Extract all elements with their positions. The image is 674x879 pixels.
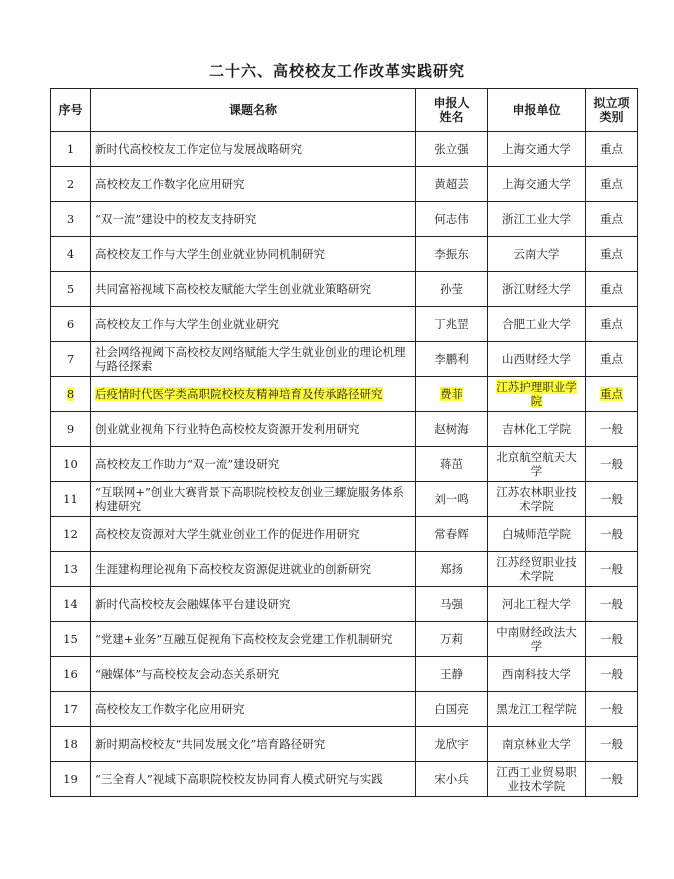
row-number-text: 7 [66, 352, 75, 366]
table-row [51, 692, 638, 727]
row-unit [488, 412, 586, 447]
row-unit-text: 山西财经大学 [502, 352, 571, 366]
row-topic [91, 342, 416, 377]
row-topic [91, 202, 416, 237]
row-applicant-text: 蒋茁 [440, 457, 463, 471]
table-row [51, 412, 638, 447]
row-number [51, 447, 91, 482]
row-category [586, 657, 638, 692]
row-applicant-text: 张立强 [434, 142, 469, 156]
row-applicant-text: 费菲 [440, 387, 463, 401]
row-applicant-text: 赵树海 [434, 422, 469, 436]
row-number-text: 1 [66, 142, 75, 156]
row-topic-text: 新时代高校校友工作定位与发展战略研究 [95, 142, 302, 156]
row-category-text: 重点 [600, 247, 623, 261]
row-category-text: 一般 [600, 667, 623, 681]
row-applicant [416, 482, 488, 517]
row-topic-text: 高校校友工作与大学生创业就业协同机制研究 [95, 247, 325, 261]
row-applicant-text: 马强 [440, 597, 463, 611]
row-number [51, 622, 91, 657]
row-unit-text: 河北工程大学 [502, 597, 571, 611]
row-topic [91, 727, 416, 762]
row-topic-text: 高校校友工作数字化应用研究 [95, 177, 245, 191]
row-unit-text: 浙江财经大学 [502, 282, 571, 296]
row-number-text: 3 [66, 212, 75, 226]
row-number [51, 657, 91, 692]
row-topic-text: 新时期高校校友“共同发展文化”培育路径研究 [95, 737, 326, 751]
row-applicant [416, 132, 488, 167]
row-applicant-text: 郑扬 [440, 562, 463, 576]
row-topic-text: 新时代高校校友会融媒体平台建设研究 [95, 597, 291, 611]
row-topic-text: 生涯建构理论视角下高校校友资源促进就业的创新研究 [95, 562, 371, 576]
row-number [51, 412, 91, 447]
table-row [51, 727, 638, 762]
row-applicant [416, 447, 488, 482]
row-category [586, 202, 638, 237]
row-unit-text: 南京林业大学 [502, 737, 571, 751]
row-topic-text: 共同富裕视域下高校校友赋能大学生创业就业策略研究 [95, 282, 371, 296]
header-unit: 申报单位 [488, 89, 586, 132]
row-topic-text: 高校校友工作数字化应用研究 [95, 702, 245, 716]
row-unit [488, 552, 586, 587]
row-number-text: 17 [63, 702, 78, 716]
row-applicant [416, 167, 488, 202]
table-row [51, 482, 638, 517]
row-topic-text: 创业就业视角下行业特色高校校友资源开发利用研究 [95, 422, 360, 436]
row-topic [91, 587, 416, 622]
row-unit [488, 167, 586, 202]
row-applicant-text: 丁兆罡 [434, 317, 469, 331]
row-number [51, 342, 91, 377]
row-topic-text: “三全育人”视域下高职院校校友协同育人模式研究与实践 [95, 772, 383, 786]
row-category-text: 一般 [600, 527, 623, 541]
table-row [51, 307, 638, 342]
row-applicant [416, 342, 488, 377]
row-category [586, 622, 638, 657]
row-applicant [416, 272, 488, 307]
row-category [586, 412, 638, 447]
table-row [51, 552, 638, 587]
row-applicant [416, 622, 488, 657]
row-number [51, 307, 91, 342]
row-category-text: 重点 [600, 352, 623, 366]
row-category [586, 552, 638, 587]
row-number [51, 377, 91, 412]
table-body [51, 132, 638, 797]
row-category-text: 重点 [600, 282, 623, 296]
row-applicant [416, 412, 488, 447]
row-topic-text: “融媒体”与高校校友会动态关系研究 [95, 667, 280, 681]
row-topic [91, 762, 416, 797]
row-applicant-text: 李鹏利 [434, 352, 469, 366]
row-unit [488, 622, 586, 657]
row-applicant [416, 307, 488, 342]
row-category-text: 一般 [600, 457, 623, 471]
row-number-text: 13 [63, 562, 78, 576]
row-number-text: 14 [63, 597, 78, 611]
row-applicant-text: 白国亮 [434, 702, 469, 716]
table-row [51, 132, 638, 167]
row-category [586, 132, 638, 167]
row-category [586, 482, 638, 517]
row-applicant-text: 常春辉 [434, 527, 469, 541]
row-topic [91, 517, 416, 552]
row-number-text: 9 [66, 422, 75, 436]
table-row [51, 237, 638, 272]
row-unit-text: 浙江工业大学 [502, 212, 571, 226]
row-category [586, 762, 638, 797]
row-applicant [416, 202, 488, 237]
page-title: 二十六、高校校友工作改革实践研究 [208, 62, 465, 80]
row-number-text: 16 [63, 667, 78, 681]
row-number-text: 19 [63, 772, 78, 786]
row-applicant-text: 何志伟 [434, 212, 469, 226]
row-unit-text: 白城师范学院 [502, 527, 571, 541]
row-applicant [416, 727, 488, 762]
row-applicant-text: 刘一鸣 [434, 492, 469, 506]
row-topic-text: “双一流”建设中的校友支持研究 [95, 212, 257, 226]
row-category-text: 一般 [600, 702, 623, 716]
row-number [51, 552, 91, 587]
row-number-text: 8 [66, 387, 75, 401]
row-unit [488, 237, 586, 272]
row-number [51, 237, 91, 272]
header-applicant: 申报人 姓名 [416, 89, 488, 132]
row-topic-text: “党建+业务”互融互促视角下高校校友会党建工作机制研究 [95, 632, 393, 646]
row-number-text: 10 [63, 457, 78, 471]
row-number-text: 11 [63, 492, 78, 506]
row-unit [488, 657, 586, 692]
row-topic [91, 692, 416, 727]
row-applicant [416, 237, 488, 272]
row-unit-text: 西南科技大学 [502, 667, 571, 681]
row-category [586, 727, 638, 762]
row-topic [91, 657, 416, 692]
row-number-text: 6 [66, 317, 75, 331]
row-unit [488, 132, 586, 167]
row-category-text: 重点 [600, 387, 623, 401]
row-number [51, 517, 91, 552]
row-category [586, 517, 638, 552]
row-topic [91, 552, 416, 587]
row-category [586, 272, 638, 307]
header-no: 序号 [51, 89, 91, 132]
row-applicant-text: 王静 [440, 667, 463, 681]
row-topic-text: “互联网+”创业大赛背景下高职院校校友创业三螺旋服务体系构建研究 [95, 485, 404, 513]
row-topic [91, 482, 416, 517]
table-row [51, 167, 638, 202]
row-applicant [416, 377, 488, 412]
row-category [586, 167, 638, 202]
header-topic: 课题名称 [91, 89, 416, 132]
row-category [586, 447, 638, 482]
row-category-text: 重点 [600, 177, 623, 191]
row-topic [91, 377, 416, 412]
row-category [586, 587, 638, 622]
row-unit [488, 762, 586, 797]
table-row [51, 762, 638, 797]
row-unit-text: 云南大学 [513, 247, 560, 261]
row-category-text: 一般 [600, 492, 623, 506]
row-topic [91, 412, 416, 447]
row-category-text: 重点 [600, 142, 623, 156]
row-number [51, 202, 91, 237]
row-unit-text: 吉林化工学院 [502, 422, 571, 436]
row-applicant-text: 宋小兵 [434, 772, 469, 786]
row-applicant [416, 657, 488, 692]
table-row [51, 272, 638, 307]
row-unit-text: 黑龙江工程学院 [496, 702, 577, 716]
row-category-text: 重点 [600, 317, 623, 331]
row-topic [91, 132, 416, 167]
row-unit [488, 447, 586, 482]
row-applicant-text: 万莉 [440, 632, 463, 646]
row-category [586, 237, 638, 272]
table-row [51, 447, 638, 482]
row-unit [488, 342, 586, 377]
row-unit-text: 江苏经贸职业技术学院 [496, 555, 577, 583]
row-unit [488, 307, 586, 342]
row-unit [488, 377, 586, 412]
row-unit [488, 692, 586, 727]
row-category-text: 一般 [600, 772, 623, 786]
row-number [51, 132, 91, 167]
row-topic-text: 高校校友工作与大学生创业就业研究 [95, 317, 279, 331]
row-topic-text: 后疫情时代医学类高职院校校友精神培育及传承路径研究 [95, 387, 383, 401]
row-unit-text: 合肥工业大学 [502, 317, 571, 331]
row-applicant [416, 517, 488, 552]
row-number [51, 762, 91, 797]
row-applicant-text: 黄超芸 [434, 177, 469, 191]
row-number [51, 272, 91, 307]
row-category-text: 一般 [600, 632, 623, 646]
row-unit [488, 202, 586, 237]
table-row [51, 517, 638, 552]
row-unit-text: 北京航空航天大学 [496, 450, 577, 478]
row-unit-text: 上海交通大学 [502, 177, 571, 191]
row-number-text: 12 [63, 527, 78, 541]
row-number-text: 18 [63, 737, 78, 751]
table-row [51, 202, 638, 237]
row-number [51, 692, 91, 727]
row-topic-text: 高校校友资源对大学生就业创业工作的促进作用研究 [95, 527, 360, 541]
row-category-text: 重点 [600, 212, 623, 226]
row-unit [488, 587, 586, 622]
row-number [51, 727, 91, 762]
row-topic [91, 167, 416, 202]
row-unit-text: 江苏农林职业技术学院 [496, 485, 577, 513]
row-applicant [416, 692, 488, 727]
row-number [51, 587, 91, 622]
row-topic [91, 272, 416, 307]
table-row [51, 342, 638, 377]
row-number [51, 167, 91, 202]
row-unit-text: 江苏护理职业学院 [496, 380, 577, 408]
project-table [50, 88, 638, 797]
table-row [51, 587, 638, 622]
row-topic [91, 447, 416, 482]
row-applicant-text: 李振东 [434, 247, 469, 261]
row-number-text: 4 [66, 247, 75, 261]
table-row [51, 377, 638, 412]
header-category: 拟立项 类别 [586, 89, 638, 132]
row-topic [91, 622, 416, 657]
row-unit [488, 517, 586, 552]
row-category-text: 一般 [600, 422, 623, 436]
row-applicant-text: 孙莹 [440, 282, 463, 296]
row-topic [91, 307, 416, 342]
row-category-text: 一般 [600, 737, 623, 751]
row-applicant [416, 762, 488, 797]
row-number-text: 5 [66, 282, 75, 296]
row-number [51, 482, 91, 517]
row-applicant-text: 龙欣宇 [434, 737, 469, 751]
row-category [586, 692, 638, 727]
table-header-row [51, 89, 638, 132]
table-row [51, 657, 638, 692]
row-category [586, 342, 638, 377]
row-category-text: 一般 [600, 597, 623, 611]
row-category [586, 377, 638, 412]
row-topic-text: 高校校友工作助力“双一流”建设研究 [95, 457, 280, 471]
row-applicant [416, 587, 488, 622]
row-unit [488, 272, 586, 307]
row-category-text: 一般 [600, 562, 623, 576]
row-number-text: 15 [63, 632, 78, 646]
row-unit [488, 727, 586, 762]
row-unit-text: 中南财经政法大学 [496, 625, 577, 653]
row-topic-text: 社会网络视阈下高校校友网络赋能大学生就业创业的理论机理与路径探索 [95, 345, 406, 373]
row-unit-text: 上海交通大学 [502, 142, 571, 156]
row-topic [91, 237, 416, 272]
row-unit-text: 江西工业贸易职业技术学院 [496, 765, 577, 793]
row-unit [488, 482, 586, 517]
row-applicant [416, 552, 488, 587]
table-row [51, 622, 638, 657]
row-category [586, 307, 638, 342]
row-number-text: 2 [66, 177, 75, 191]
